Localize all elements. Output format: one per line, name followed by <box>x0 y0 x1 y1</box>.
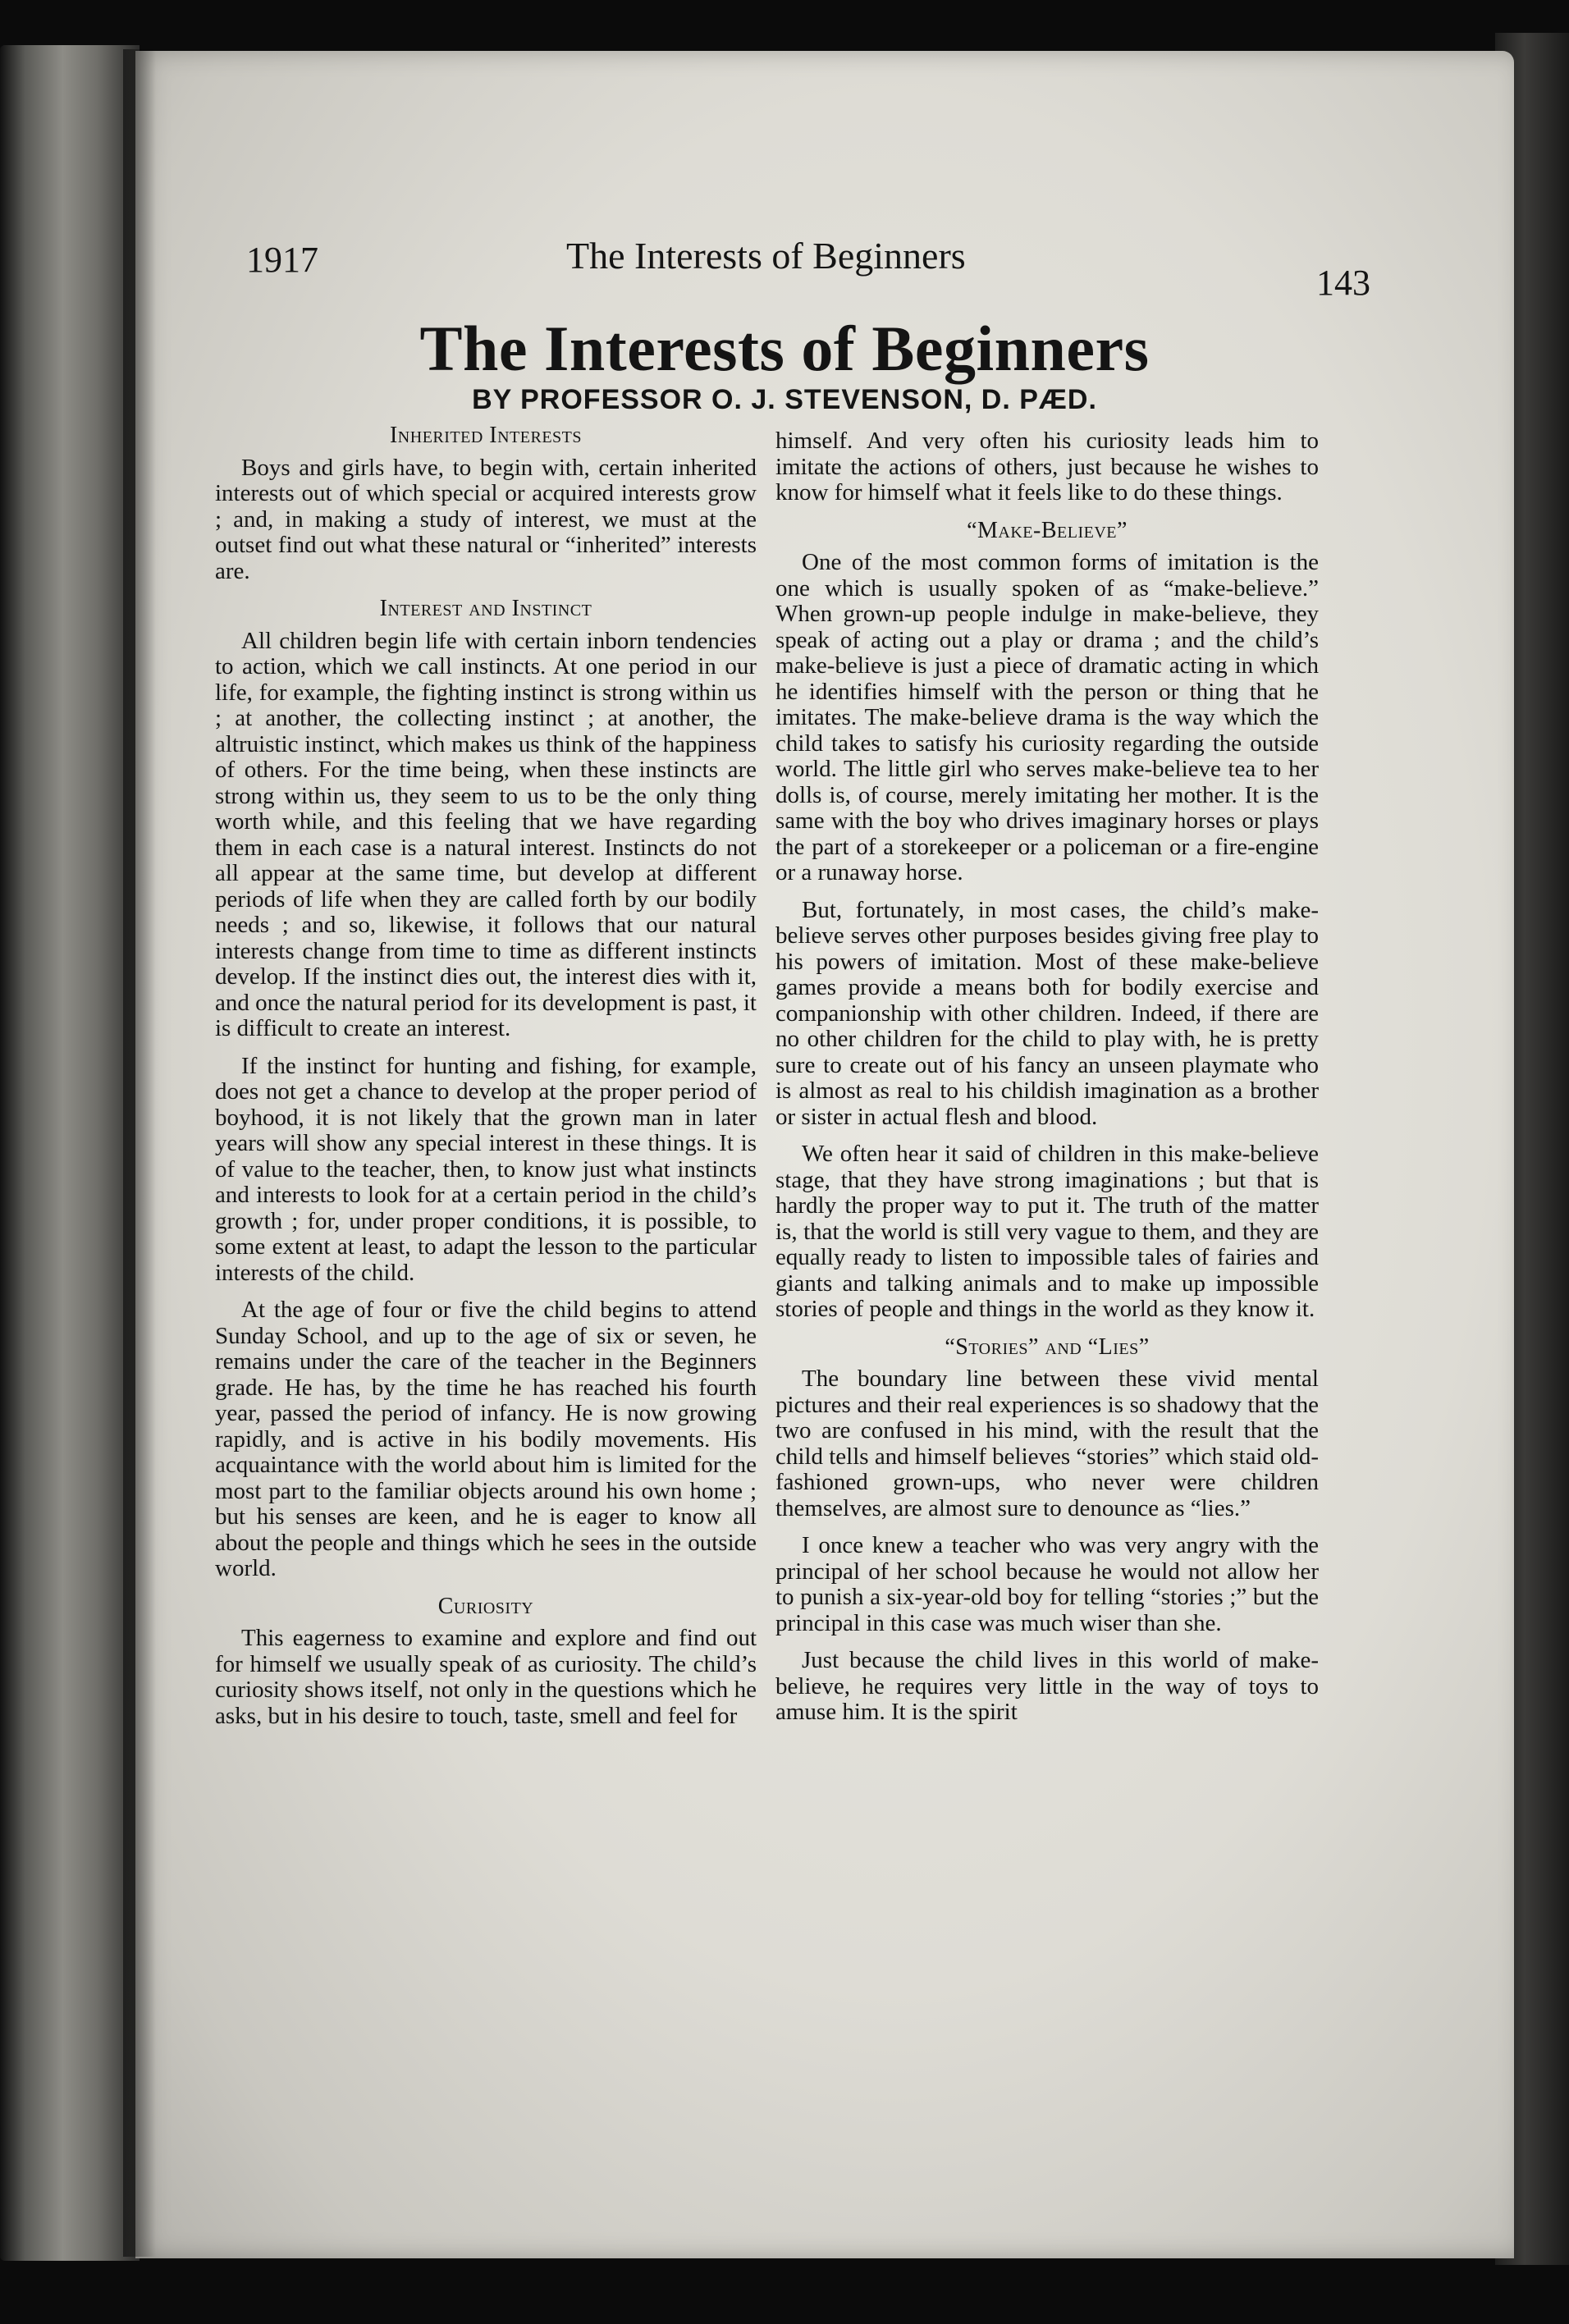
section-heading-stories-and-lies: “Stories” and “Lies” <box>945 1334 1150 1360</box>
paragraph: We often hear it said of children in this make-believe stage, that they have strong imaginations ; but that is hardly the proper way to put it. The truth of the matter is, that the world is still very vague to them, and they are equally ready to listen to impossible tales of fairies and giants and talking animals and to make up impossible stories of people and things in the world as they know it. <box>775 1141 1319 1322</box>
paragraph: But, fortunately, in most cases, the child’s make-believe serves other purposes besides giving free play to his powers of imitation. Most of these make-believe games provide a means both for bodily exercise and companionship with other children. Indeed, if there are no other children for the child to play with, he is pretty sure to create out of his fancy an unseen playmate who is almost as real to his childish imagination as a brother or sister in actual flesh and blood. <box>775 896 1319 1130</box>
paragraph: If the instinct for hunting and fishing, for example, does not get a chance to develop at the proper period of boyhood, it is not likely that the grown man in later years will show any special interest in these things. It is of value to the teacher, then, to know just what instincts and interests to look for at a certain period in the child’s growth ; for, under proper conditions, it is possible, to some extent at least, to adapt the lesson to the particular interests of the child. <box>215 1052 757 1286</box>
left-column <box>215 423 757 1741</box>
running-head-title: The Interests of Beginners <box>566 235 966 277</box>
article-title: The Interests of Beginners <box>419 313 1150 384</box>
section-heading-inherited-interests: Inherited Interests <box>389 423 583 448</box>
running-head <box>246 234 1370 303</box>
section-heading-make-believe: “Make-Believe” <box>967 517 1128 543</box>
paragraph-continued: himself. And very often his curiosity leads him to imitate the actions of others, just because he wishes to know for himself what it feels like to do these things. <box>775 428 1319 506</box>
paragraph: I once knew a teacher who was very angry with the principal of her school because he would not allow her to punish a six-year-old boy for telling “stories ;” but the principal in this case was much wiser than she. <box>775 1532 1319 1636</box>
section-heading-curiosity: Curiosity <box>437 1593 534 1619</box>
running-head-year: 1917 <box>246 240 318 280</box>
section-heading-interest-and-instinct: Interest and Instinct <box>379 596 592 621</box>
paragraph: This eagerness to examine and explore and find out for himself we usually speak of as curiosity. The child’s curiosity shows itself, not only in the questions which he asks, but in his desire to touch, taste, smell and feel for <box>215 1625 757 1729</box>
paragraph: Just because the child lives in this world of make-believe, he requires very little in the way of toys to amuse him. It is the spirit <box>775 1647 1319 1725</box>
right-column <box>775 428 1319 1737</box>
page-number: 143 <box>1316 263 1370 303</box>
paragraph: All children begin life with certain inborn tendencies to action, which we call instincts. At one period in our life, for example, the fighting instinct is strong within us ; at another, the collecting instinct ; at another, the altruistic instinct, which makes us think of the happiness of others. For the time being, when these instincts are strong within us, they seem to us to be the only thing worth while, and this feeling that we have regarding them in each case is a natural interest. Instincts do not all appear at the same time, but develop at different periods of life when they are called forth by our bodily needs ; and so, likewise, it follows that our natural interests change from time to time as different instincts develop. If the instinct dies out, the interest dies with it, and once the natural period for its development is past, it is difficult to create an interest. <box>215 627 757 1041</box>
paragraph: At the age of four or five the child begins to attend Sunday School, and up to the age of six or seven, he remains under the care of the teacher in the Beginners grade. He has, by the time he has reached his fourth year, passed the period of infancy. He is now growing rapidly, and is active in his bodily movements. His acquaintance with the world about him is limited for the most part to the familiar objects around his own home ; but his senses are keen, and he is eager to know all about the people and things which he sees in the outside world. <box>215 1297 757 1581</box>
article-byline: BY PROFESSOR O. J. STEVENSON, D. PÆD. <box>472 384 1097 415</box>
paragraph: The boundary line between these vivid mental pictures and their real experiences is so shadowy that the two are confused in his mind, with the result that the child tells and himself believes “stories” which staid old-fashioned grown-ups, who never were children themselves, are almost sure to denounce as “lies.” <box>775 1366 1320 1521</box>
paragraph: Boys and girls have, to begin with, certain inherited interests out of which special or acquired interests grow ; and, in making a study of interest, we must at the outset find out what these natural or “inherited” interests are. <box>215 454 757 584</box>
paragraph: One of the most common forms of imitation is the one which is usually spoken of as “make-believe.” When grown-up people indulge in make-believe, they speak of acting out a play or drama ; and the child’s make-believe is just a piece of dramatic acting in which he identifies himself with the person or thing that he imitates. The make-believe drama is the way which the child takes to satisfy his curiosity regarding the outside world. The little girl who serves make-believe tea to her dolls is, of course, merely imitating her mother. It is the same with the boy who drives imaginary horses or plays the part of a storekeeper or a policeman or a fire-engine or a runaway horse. <box>775 549 1319 885</box>
